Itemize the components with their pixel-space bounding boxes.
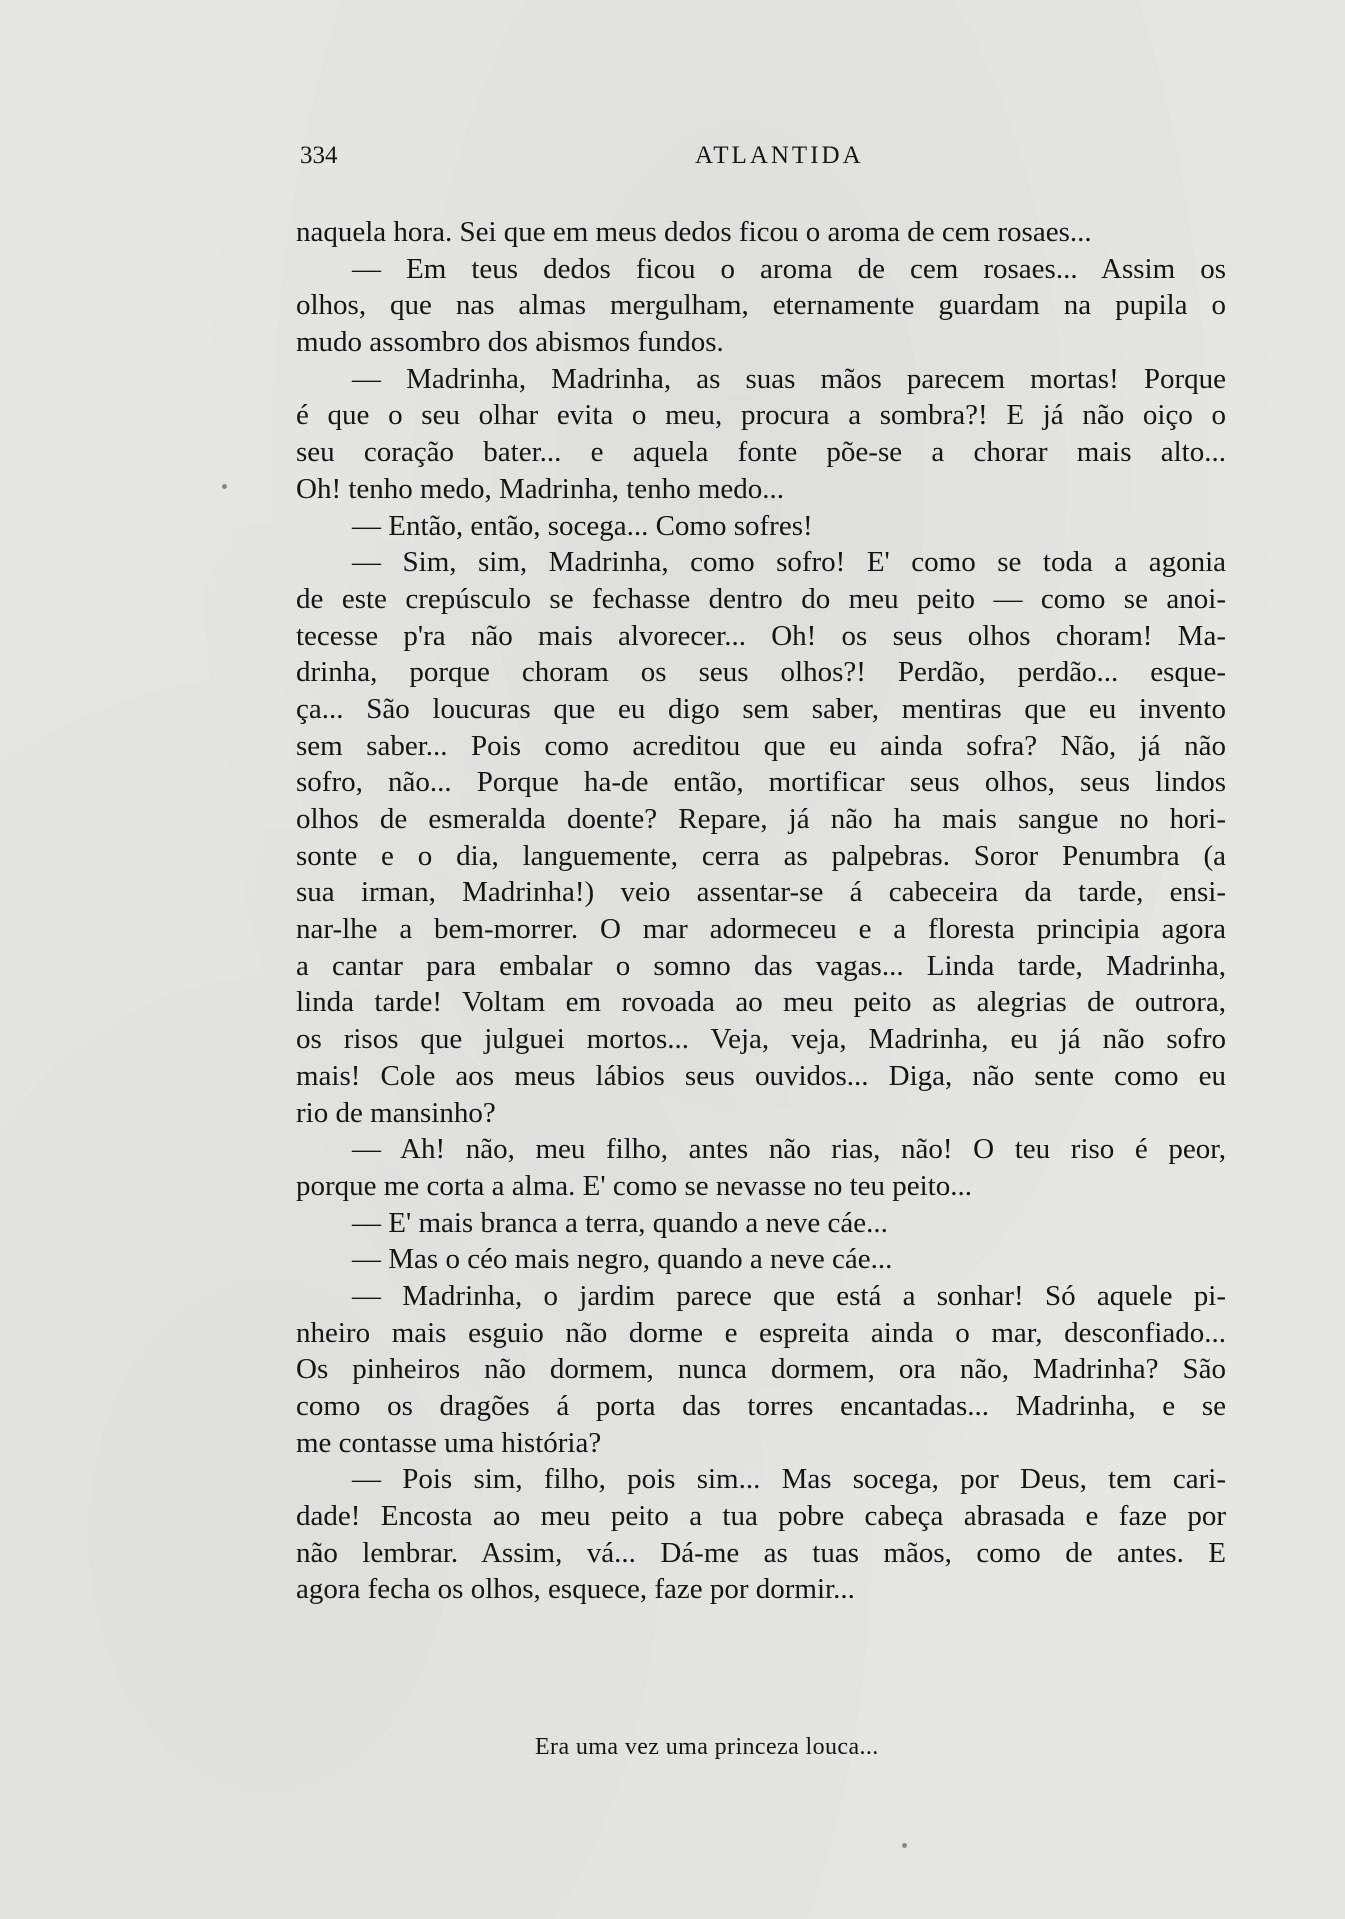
text-line: mudo assombro dos abismos fundos. xyxy=(296,326,724,359)
text-line: — Mas o céo mais negro, quando a neve cáe... xyxy=(352,1243,893,1276)
text-line: nar-lhe a bem-morrer. O mar adormeceu e a floresta principia agora xyxy=(296,913,1226,946)
page-number: 334 xyxy=(300,142,338,169)
text-line: porque me corta a alma. E' como se nevasse no teu peito... xyxy=(296,1169,973,1202)
text-line: sofro, não... Porque ha-de então, mortificar seus olhos, seus lindos xyxy=(296,766,1226,799)
text-line: sua irman, Madrinha!) veio assentar-se á cabeceira da tarde, ensi- xyxy=(296,876,1226,909)
page-header xyxy=(300,142,864,176)
text-line: dade! Encosta ao meu peito a tua pobre cabeça abrasada e faze por xyxy=(296,1500,1226,1533)
text-line: me contasse uma história? xyxy=(296,1426,602,1459)
text-line: Oh! tenho medo, Madrinha, tenho medo... xyxy=(296,472,785,505)
text-line: não lembrar. Assim, vá... Dá-me as tuas mãos, como de antes. E xyxy=(296,1536,1226,1569)
text-line: olhos de esmeralda doente? Repare, já não ha mais sangue no hori- xyxy=(296,803,1226,835)
text-line: mais! Cole aos meus lábios seus ouvidos... Diga, não sente como eu xyxy=(296,1059,1226,1092)
closing-line: Era uma vez uma princeza louca... xyxy=(535,1734,879,1760)
body-text xyxy=(296,214,1226,1608)
text-line: — Ah! não, meu filho, antes não rias, não! O teu riso é peor, xyxy=(352,1133,1226,1166)
text-line: — Em teus dedos ficou o aroma de cem rosaes... Assim os xyxy=(352,252,1226,285)
print-speck xyxy=(902,1843,907,1848)
text-line: — Madrinha, o jardim parece que está a sonhar! Só aquele pi- xyxy=(352,1279,1226,1312)
text-line: Os pinheiros não dormem, nunca dormem, ora não, Madrinha? São xyxy=(296,1353,1226,1386)
text-line: — Madrinha, Madrinha, as suas mãos parecem mortas! Porque xyxy=(352,362,1226,395)
text-line: naquela hora. Sei que em meus dedos ficou o aroma de cem rosaes... xyxy=(296,216,1092,248)
text-line: rio de mansinho? xyxy=(296,1096,496,1129)
text-line: é que o seu olhar evita o meu, procura a sombra?! E já não oiço o xyxy=(296,399,1226,432)
text-line: como os dragões á porta das torres encantadas... Madrinha, e se xyxy=(296,1390,1226,1422)
text-line: a cantar para embalar o somno das vagas... Linda tarde, Madrinha, xyxy=(296,949,1226,982)
text-line: linda tarde! Voltam em rovoada ao meu peito as alegrias de outrora, xyxy=(296,986,1226,1019)
text-line: nheiro mais esguio não dorme e espreita ainda o mar, desconfiado... xyxy=(296,1316,1226,1349)
text-line: sonte e o dia, languemente, cerra as palpebras. Soror Penumbra (a xyxy=(296,839,1226,872)
text-line: os risos que julguei mortos... Veja, veja, Madrinha, eu já não sofro xyxy=(296,1023,1226,1056)
text-line: ça... São loucuras que eu digo sem saber, mentiras que eu invento xyxy=(296,692,1226,725)
text-line: — Então, então, socega... Como sofres! xyxy=(352,509,813,542)
text-line: de este crepúsculo se fechasse dentro do meu peito — como se anoi- xyxy=(296,582,1226,615)
print-speck xyxy=(222,484,227,489)
text-line: — Sim, sim, Madrinha, como sofro! E' como se toda a agonia xyxy=(352,546,1226,579)
text-line: olhos, que nas almas mergulham, eternamente guardam na pupila o xyxy=(296,289,1226,322)
text-line: seu coração bater... e aquela fonte põe-se a chorar mais alto... xyxy=(296,436,1226,469)
text-line: drinha, porque choram os seus olhos?! Perdão, perdão... esque- xyxy=(296,656,1226,689)
text-line: agora fecha os olhos, esquece, faze por dormir... xyxy=(296,1573,855,1606)
running-title: ATLANTIDA xyxy=(695,142,864,169)
text-line: sem saber... Pois como acreditou que eu ainda sofra? Não, já não xyxy=(296,729,1226,762)
text-line: — E' mais branca a terra, quando a neve cáe... xyxy=(352,1206,888,1239)
text-line: tecesse p'ra não mais alvorecer... Oh! os seus olhos choram! Ma- xyxy=(296,619,1226,652)
text-line: — Pois sim, filho, pois sim... Mas socega, por Deus, tem cari- xyxy=(352,1463,1226,1496)
